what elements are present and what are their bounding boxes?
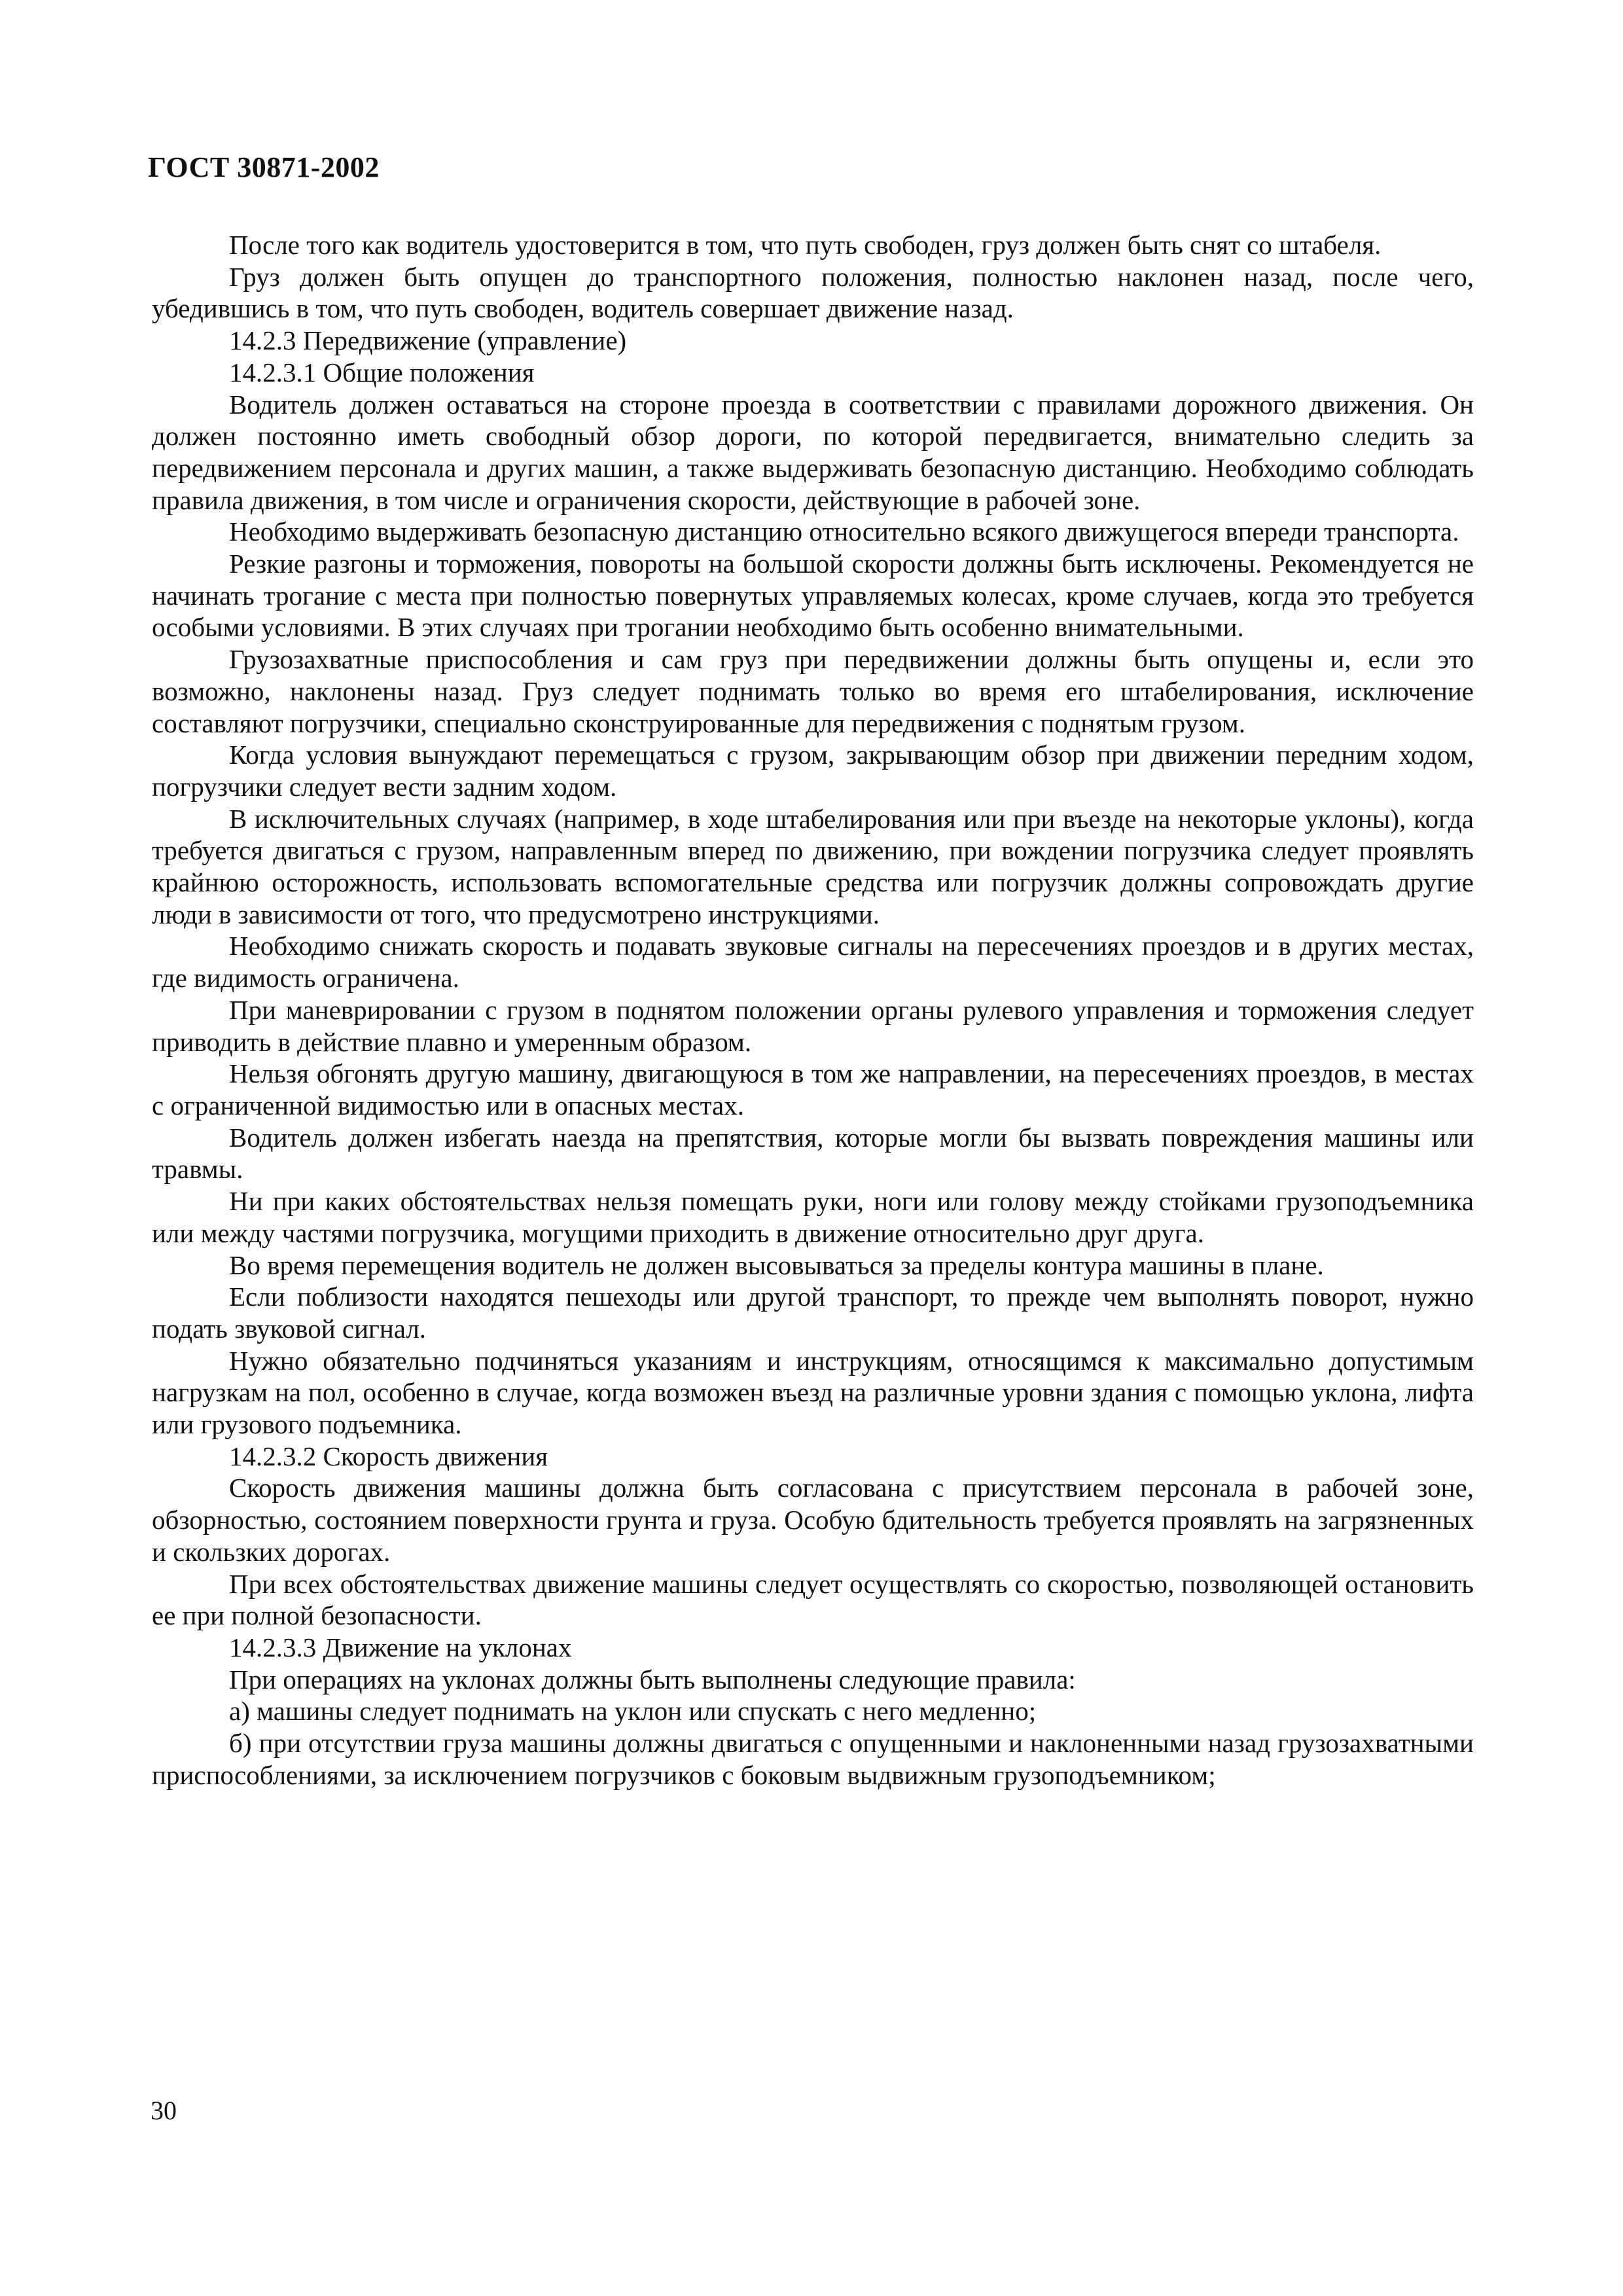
paragraph: Необходимо выдерживать безопасную дистанцию относительно всякого движущегося впереди транспорта.: [229, 516, 1459, 547]
paragraph: Если поблизости находятся пешеходы или другой транспорт, то прежде чем выполнять поворот, нужно подать звуковой сигнал.: [152, 1282, 1474, 1344]
paragraph: После того как водитель удостоверится в том, что путь свободен, груз должен быть снят со штабеля.: [229, 230, 1382, 260]
paragraph: При операциях на уклонах должны быть выполнены следующие правила:: [229, 1664, 1076, 1695]
paragraph: Нужно обязательно подчиняться указаниям и инструкциям, относящимся к максимально допустимым нагрузкам на пол, особенно в случае, когда возможен въезд на различные уровни здания с помощью уклона, лифта или грузового подъемника.: [152, 1345, 1474, 1440]
paragraph: При маневрировании с грузом в поднятом положении органы рулевого управления и торможения следует приводить в действие плавно и умеренным образом.: [152, 994, 1474, 1057]
section-heading-14-2-3-1: 14.2.3.1 Общие положения: [229, 357, 535, 387]
list-item-a: а) машины следует поднимать на уклон или спускать с него медленно;: [229, 1696, 1037, 1727]
paragraph: Грузозахватные приспособления и сам груз при передвижении должны быть опущены и, если это возможно, наклонены назад. Груз следует поднимать только во время его штабелирования, исключение составляют погрузчики, специально сконструированные для передвижения с поднятым грузом.: [152, 644, 1474, 738]
paragraph: Груз должен быть опущен до транспортного положения, полностью наклонен назад, после чего, убедившись в том, что путь свободен, водитель совершает движение назад.: [152, 261, 1474, 324]
paragraph: Водитель должен избегать наезда на препятствия, которые могли бы вызвать повреждения машины или травмы.: [152, 1122, 1474, 1185]
paragraph: Ни при каких обстоятельствах нельзя помещать руки, ноги или голову между стойками грузоподъемника или между частями погрузчика, могущими приходить в движение относительно друг друга.: [152, 1186, 1474, 1248]
paragraph: В исключительных случаях (например, в ходе штабелирования или при въезде на некоторые уклоны), когда требуется двигаться с грузом, направленным вперед по движению, при вождении погрузчика следует проявлять крайнюю осторожность, использовать вспомогательные средства или погрузчик должны сопровождать другие люди в зависимости от того, что предусмотрено инструкциями.: [152, 803, 1474, 929]
paragraph: Водитель должен оставаться на стороне проезда в соответствии с правилами дорожного движения. Он должен постоянно иметь свободный обзор дороги, по которой передвигается, внимательно следить за передвижением персонала и других машин, а также выдерживать безопасную дистанцию. Необходимо соблюдать правила движения, в том числе и ограничения скорости, действующие в рабочей зоне.: [152, 389, 1474, 515]
section-heading-14-2-3-2: 14.2.3.2 Скорость движения: [229, 1441, 548, 1471]
section-heading-14-2-3-3: 14.2.3.3 Движение на уклонах: [229, 1632, 572, 1662]
paragraph: Нельзя обгонять другую машину, двигающуюся в том же направлении, на пересечениях проездов, в местах с ограниченной видимостью или в опасных местах.: [152, 1058, 1474, 1121]
section-heading-14-2-3: 14.2.3 Передвижение (управление): [229, 325, 627, 356]
paragraph: Резкие разгоны и торможения, повороты на большой скорости должны быть исключены. Рекомендуется не начинать трогание с места при полностью повернутых управляемых колесах, кроме случаев, когда это требуется особыми условиями. В этих случаях при трогании необходимо быть особенно внимательными.: [152, 548, 1474, 643]
paragraph: Когда условия вынуждают перемещаться с грузом, закрывающим обзор при движении передним ходом, погрузчики следует вести задним ходом.: [152, 740, 1474, 802]
document-code-header: ГОСТ 30871-2002: [148, 151, 380, 183]
paragraph: При всех обстоятельствах движение машины следует осуществлять со скоростью, позволяющей остановить ее при полной безопасности.: [152, 1568, 1474, 1631]
document-body: [152, 229, 1474, 1791]
page-number: 30: [151, 2096, 177, 2125]
list-item-b: б) при отсутствии груза машины должны двигаться с опущенными и наклоненными назад грузозахватными приспособлениями, за исключением погрузчиков с боковым выдвижным грузоподъемником;: [152, 1728, 1474, 1790]
paragraph: Во время перемещения водитель не должен высовываться за пределы контура машины в плане.: [229, 1249, 1324, 1280]
paragraph: Необходимо снижать скорость и подавать звуковые сигналы на пересечениях проездов и в других местах, где видимость ограничена.: [152, 931, 1474, 994]
paragraph: Скорость движения машины должна быть согласована с присутствием персонала в рабочей зоне, обзорностью, состоянием поверхности грунта и груза. Особую бдительность требуется проявлять на загрязненных и скользких дорогах.: [152, 1473, 1474, 1567]
